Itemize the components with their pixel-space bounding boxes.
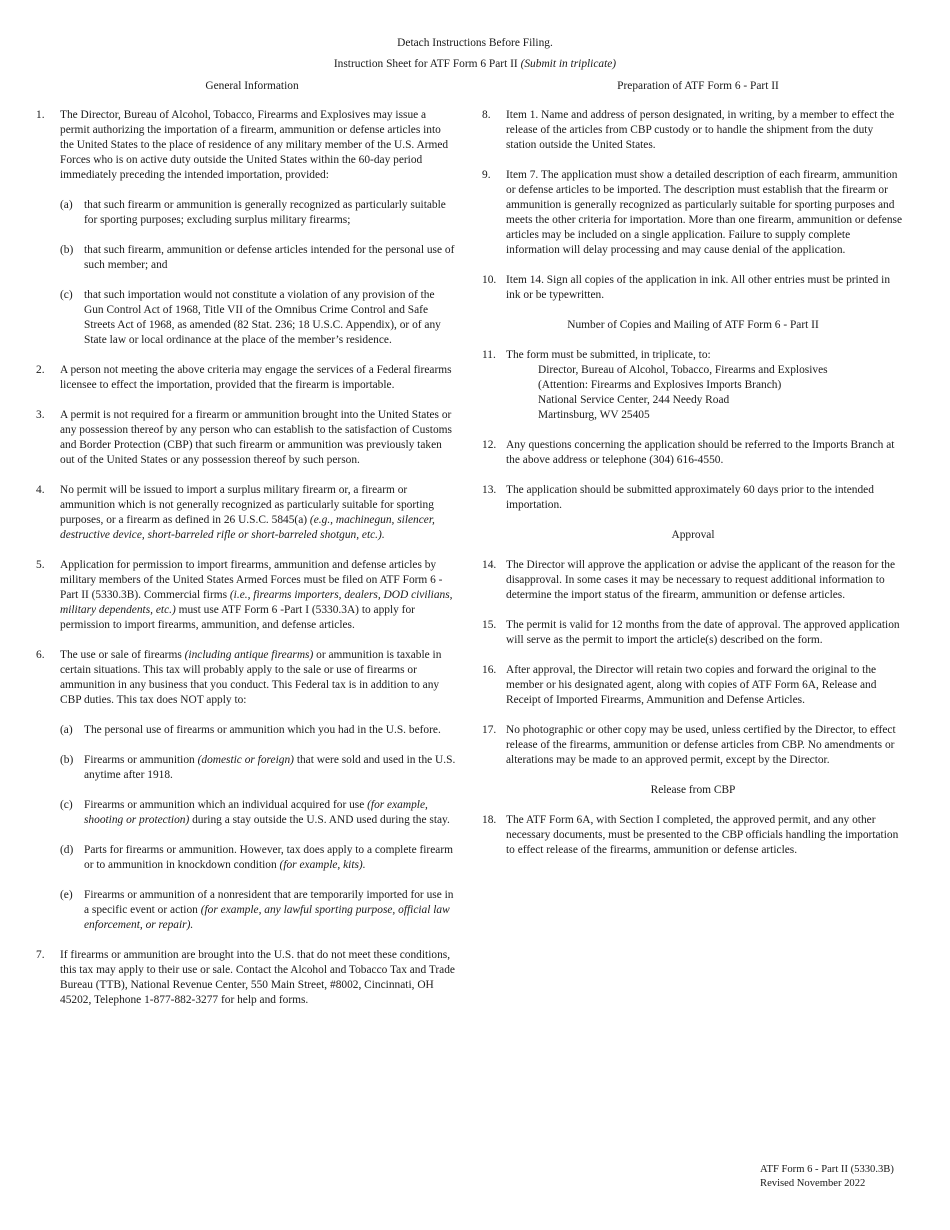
detach-notice: Detach Instructions Before Filing. [397,37,553,49]
item-number: 1. [36,109,45,121]
subitem-6b: (b) Firearms or ammunition (domestic or foreign) that were sold and used in the U.S. anytime after 1918. [60,754,456,781]
general-information-heading: General Information [205,80,299,92]
item-3 [36,408,456,468]
item-11 [482,348,904,423]
item-9 [482,168,904,258]
item-text: After approval, the Director will retain two copies and forward the original to the member or his designated agent, along with copies of ATF Form 6A, Release and Receipt of Imported Firearms, Ammunition and Defense Articles. [506,664,877,706]
revision-date: Revised November 2022 [760,1178,866,1189]
item-text: A person not meeting the above criteria may engage the services of a Federal firearms licensee to effect the importation, provided that the firearm is importable. [60,364,452,391]
instruction-sheet-title: Instruction Sheet for ATF Form 6 Part II (Submit in triplicate) [333,58,617,70]
item-6 [36,648,456,933]
item-16 [482,663,904,708]
item-17 [482,723,904,768]
item-number: 12. [482,439,497,451]
item-7 [36,948,456,1008]
preparation-heading: Preparation of ATF Form 6 - Part II [617,80,779,92]
subitem-6d: (d) Parts for firearms or ammunition. However, tax does apply to a complete firearm or to ammunition in knockdown condition (for example, kits). [60,844,453,871]
item-text: If firearms or ammunition are brought into the U.S. that do not meet these conditions, this tax may apply to their use or sale. Contact the Alcohol and Tobacco Tax and Trade Bureau (TTB), National Revenue Center, 550 Main Street, #8002, Cincinnati, OH 45202, Telephone 1-877-882-3277 for help and forms. [60,949,455,1006]
subitem-6c: (c) Firearms or ammunition which an individual acquired for use (for example, shooting or protection) during a stay outside the U.S. AND used during the stay. [60,799,450,826]
right-column [482,108,904,858]
item-text: Application for permission to import firearms, ammunition and defense articles by military members of the United States Armed Forces must be filed on ATF Form 6 -Part II (5330.3B). Commercial firms (i.e., firearms importers, dealers, DOD civilians, military dependents, etc.) must use ATF Form 6 -Part I (5330.3A) to apply for permission to import firearms, ammunition, and defense articles. [60,559,453,631]
item-text: Item 7. The application must show a detailed description of each firearm, ammunition or defense articles to be imported. The description must establish that the firearm or ammunition is generally recognized as particularly suitable for sporting purposes and meets the other criteria for importation. More than one firearm, ammunition or defense articles may be included on a single application. Failure to supply complete information will delay processing and may cause denial of the application. [506,169,903,256]
item-text: The ATF Form 6A, with Section I completed, the approved permit, and any other necessary documents, must be presented to the CBP officials handling the importation to effect release of the firearms, ammunition or defense articles. [506,814,899,856]
form-footer [760,1163,930,1191]
item-number: 13. [482,484,497,496]
item-15 [482,618,904,648]
item-text: The use or sale of firearms (including antique firearms) or ammunition is taxable in certain situations. This tax will probably apply to the sale or use of firearms or ammunition in any business that you conduct. This Federal tax is in addition to any CBP duties. This tax does NOT apply to: [60,649,442,706]
copies-mailing-heading: Number of Copies and Mailing of ATF Form 6 - Part II [567,319,819,331]
item-text: Item 14. Sign all copies of the application in ink. All other entries must be printed in ink or be typewritten. [506,274,891,301]
item-text: No photographic or other copy may be used, unless certified by the Director, to effect release of the firearms, ammunition or defense articles from CBP. No amendments or alterations may be made to an approved permit, except by the Director. [506,724,896,766]
item-10 [482,273,904,303]
item-1 [36,108,456,348]
subitem-1c: (c) that such importation would not constitute a violation of any provision of the Gun Control Act of 1968, Title VII of the Omnibus Crime Control and Safe Streets Act of 1968, as amended (82 Stat. 236; 18 U.S.C. Appendix), or of any State law or local ordinance at the place of the member’s residence. [60,289,441,346]
item-13 [482,483,904,513]
item-number: 16. [482,664,497,676]
item-4 [36,483,456,543]
item-text: The Director will approve the application or advise the applicant of the reason for the disapproval. In some cases it may be necessary to request additional information to determine the import status of the firearm, ammunition or defense articles. [506,559,896,601]
item-2 [36,363,456,393]
item-text: No permit will be issued to import a surplus military firearm or, a firearm or ammunition which is not generally recognized as particularly suitable for sporting purposes, or a firearm as defined in 26 U.S.C. 5845(a) (e.g., machinegun, silencer, destructive device, short-barreled rifle or short-barreled shotgun, etc.). [60,484,435,541]
subitem-6a: (a) The personal use of firearms or ammunition which you had in the U.S. before. [60,724,441,736]
item-number: 17. [482,724,497,736]
item-number: 10. [482,274,497,286]
mailing-address: Director, Bureau of Alcohol, Tobacco, Firearms and Explosives (Attention: Firearms and Explosives Imports Branch) National Service Center, 244 Needy Road Martinsburg, WV 25405 [538,364,828,421]
left-column [36,108,456,1008]
item-text: The form must be submitted, in triplicate, to: [506,349,711,361]
item-8 [482,108,904,153]
item-14 [482,558,904,603]
approval-heading: Approval [671,529,715,541]
item-text: A permit is not required for a firearm or ammunition brought into the United States or any possession thereof by any person who can establish to the satisfaction of Customs and Border Protection (CBP) that such firearm or ammunition was previously taken out of the United States or any possession thereof by such person. [60,409,452,466]
item-number: 5. [36,559,45,571]
item-number: 2. [36,364,45,376]
item-number: 3. [36,409,45,421]
item-5 [36,558,456,633]
item-18 [482,813,904,858]
item-text: The application should be submitted approximately 60 days prior to the intended importation. [506,484,874,511]
item-text: Any questions concerning the application should be referred to the Imports Branch at the above address or telephone (304) 616-4550. [506,439,895,466]
item-text: Item 1. Name and address of person designated, in writing, by a member to effect the release of the articles from CBP custody or to handle the shipment from the duty station outside the United States. [506,109,895,151]
item-number: 7. [36,949,45,961]
subitem-1a: (a) that such firearm or ammunition is generally recognized as particularly suitable for sporting purposes; excluding surplus military firearms; [60,199,446,226]
subitem-1b: (b) that such firearm, ammunition or defense articles intended for the personal use of such member; and [60,244,455,271]
item-12 [482,438,904,468]
item-number: 8. [482,109,491,121]
item-number: 14. [482,559,497,571]
item-text: The permit is valid for 12 months from the date of approval. The approved application will serve as the permit to import the article(s) described on the form. [506,619,900,646]
item-number: 11. [482,349,496,361]
item-number: 18. [482,814,497,826]
subitem-6e: (e) Firearms or ammunition of a nonresident that are temporarily imported for use in a specific event or action (for example, any lawful sporting purpose, official law enforcement, or repair). [60,889,454,931]
item-number: 6. [36,649,45,661]
release-heading: Release from CBP [650,784,736,796]
item-number: 4. [36,484,45,496]
item-number: 9. [482,169,491,181]
form-identifier: ATF Form 6 - Part II (5330.3B) [760,1164,894,1175]
item-number: 15. [482,619,497,631]
item-text: The Director, Bureau of Alcohol, Tobacco, Firearms and Explosives may issue a permit authorizing the importation of a firearm, ammunition or defense articles into the United States to the place of residence of any military member of the U.S. Armed Forces who is on active duty outside the United States within the 60-day period immediately preceding the intended importation, provided: [60,109,449,181]
